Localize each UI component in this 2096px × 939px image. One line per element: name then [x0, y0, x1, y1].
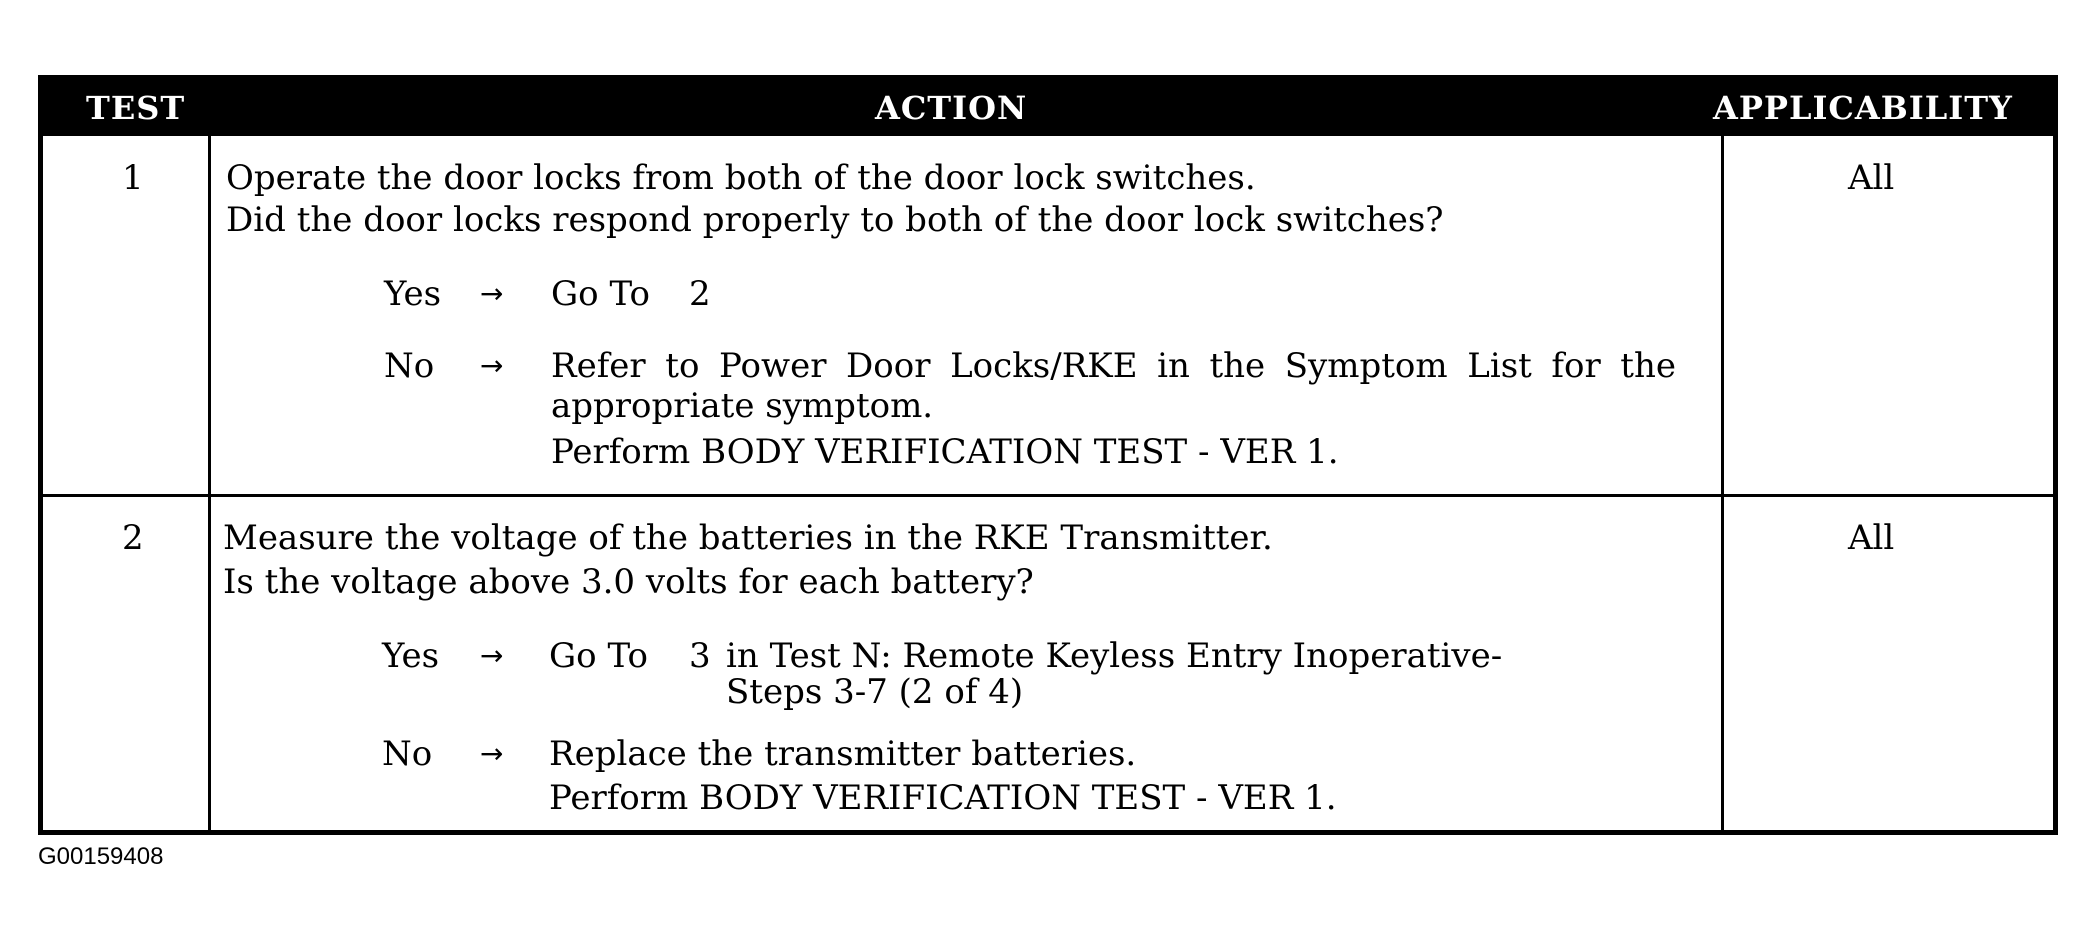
yes-label: Yes — [382, 636, 440, 676]
column-divider-applicability — [1721, 136, 1724, 830]
goto-reference: in Test N: Remote Keyless Entry Inoperative- — [726, 636, 1503, 676]
arrow-icon: → — [480, 277, 504, 310]
arrow-icon: → — [480, 349, 504, 382]
arrow-icon: → — [480, 737, 504, 770]
action-question: Is the voltage above 3.0 volts for each battery? — [223, 562, 1034, 602]
column-divider-test — [208, 136, 211, 830]
goto-target: 3 — [689, 636, 711, 676]
verification-instruction: Perform BODY VERIFICATION TEST - VER 1. — [549, 778, 1337, 818]
header-action: ACTION — [875, 89, 1028, 127]
no-instruction-continued: appropriate symptom. — [551, 386, 934, 426]
yes-label: Yes — [384, 274, 442, 314]
goto-label: Go To — [551, 274, 650, 314]
test-number: 2 — [122, 518, 144, 558]
test-number: 1 — [122, 158, 144, 198]
action-instruction: Operate the door locks from both of the door lock switches. — [226, 158, 1256, 198]
applicability-value: All — [1848, 158, 1895, 198]
no-instruction: Refer to Power Door Locks/RKE in the Symptom List for the — [551, 346, 1676, 386]
no-instruction: Replace the transmitter batteries. — [549, 734, 1137, 774]
no-label: No — [382, 734, 433, 774]
row-divider — [43, 494, 2053, 497]
goto-reference-continued: Steps 3-7 (2 of 4) — [726, 672, 1024, 712]
no-label: No — [384, 346, 435, 386]
goto-label: Go To — [549, 636, 648, 676]
applicability-value: All — [1848, 518, 1895, 558]
header-applicability: APPLICABILITY — [1713, 89, 2013, 127]
header-test: TEST — [86, 89, 186, 127]
table-header — [43, 80, 2053, 136]
figure-id: G00159408 — [38, 843, 164, 870]
verification-instruction: Perform BODY VERIFICATION TEST - VER 1. — [551, 432, 1339, 472]
action-question: Did the door locks respond properly to both of the door lock switches? — [226, 200, 1444, 240]
goto-target: 2 — [689, 274, 711, 314]
arrow-icon: → — [480, 639, 504, 672]
action-instruction: Measure the voltage of the batteries in the RKE Transmitter. — [223, 518, 1273, 558]
diagnostic-table — [38, 75, 2058, 835]
